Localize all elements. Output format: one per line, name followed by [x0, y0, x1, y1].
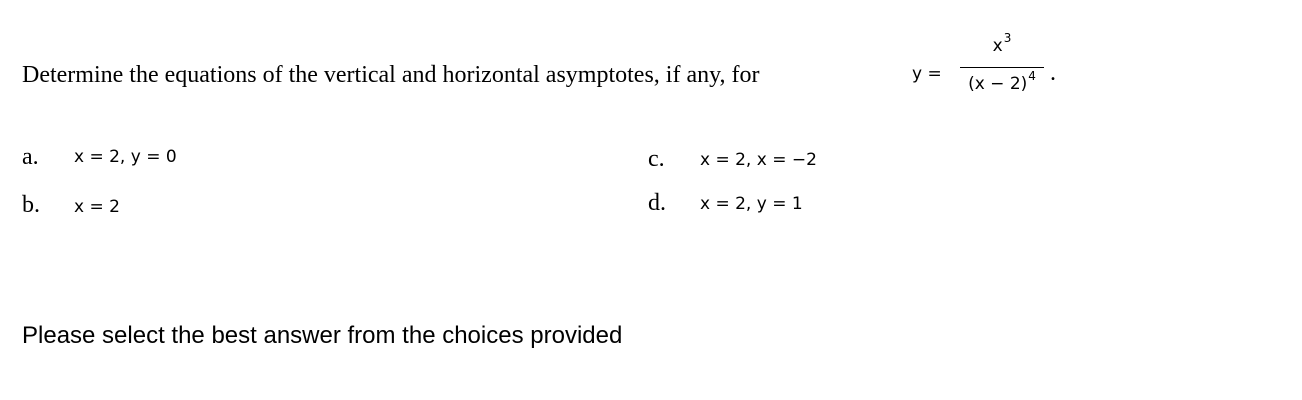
choice-c-answer[interactable]: x = 2, x = −2	[700, 150, 817, 170]
numerator-base: x	[992, 36, 1003, 56]
choice-b-letter: b.	[22, 192, 40, 218]
choice-a-answer[interactable]: x = 2, y = 0	[74, 147, 177, 167]
question-text: Determine the equations of the vertical and horizontal asymptotes, if any, for	[22, 62, 760, 88]
denominator-exponent: 4	[1028, 69, 1036, 83]
numerator-exponent: 3	[1003, 31, 1012, 45]
choice-d-answer[interactable]: x = 2, y = 1	[700, 194, 803, 214]
choice-a-letter: a.	[22, 144, 39, 170]
function-fraction	[960, 28, 1044, 108]
fraction-denominator	[960, 69, 1044, 94]
fraction-bar	[960, 67, 1044, 68]
choice-d-letter: d.	[648, 190, 666, 216]
choice-b-answer[interactable]: x = 2	[74, 197, 120, 217]
instruction-text: Please select the best answer from the choices provided	[22, 322, 623, 349]
choice-c-letter: c.	[648, 146, 665, 172]
denominator-base: (x − 2)	[968, 74, 1028, 94]
fraction-numerator	[960, 31, 1044, 56]
question-period: .	[1050, 60, 1056, 86]
function-lhs: y =	[912, 64, 942, 84]
